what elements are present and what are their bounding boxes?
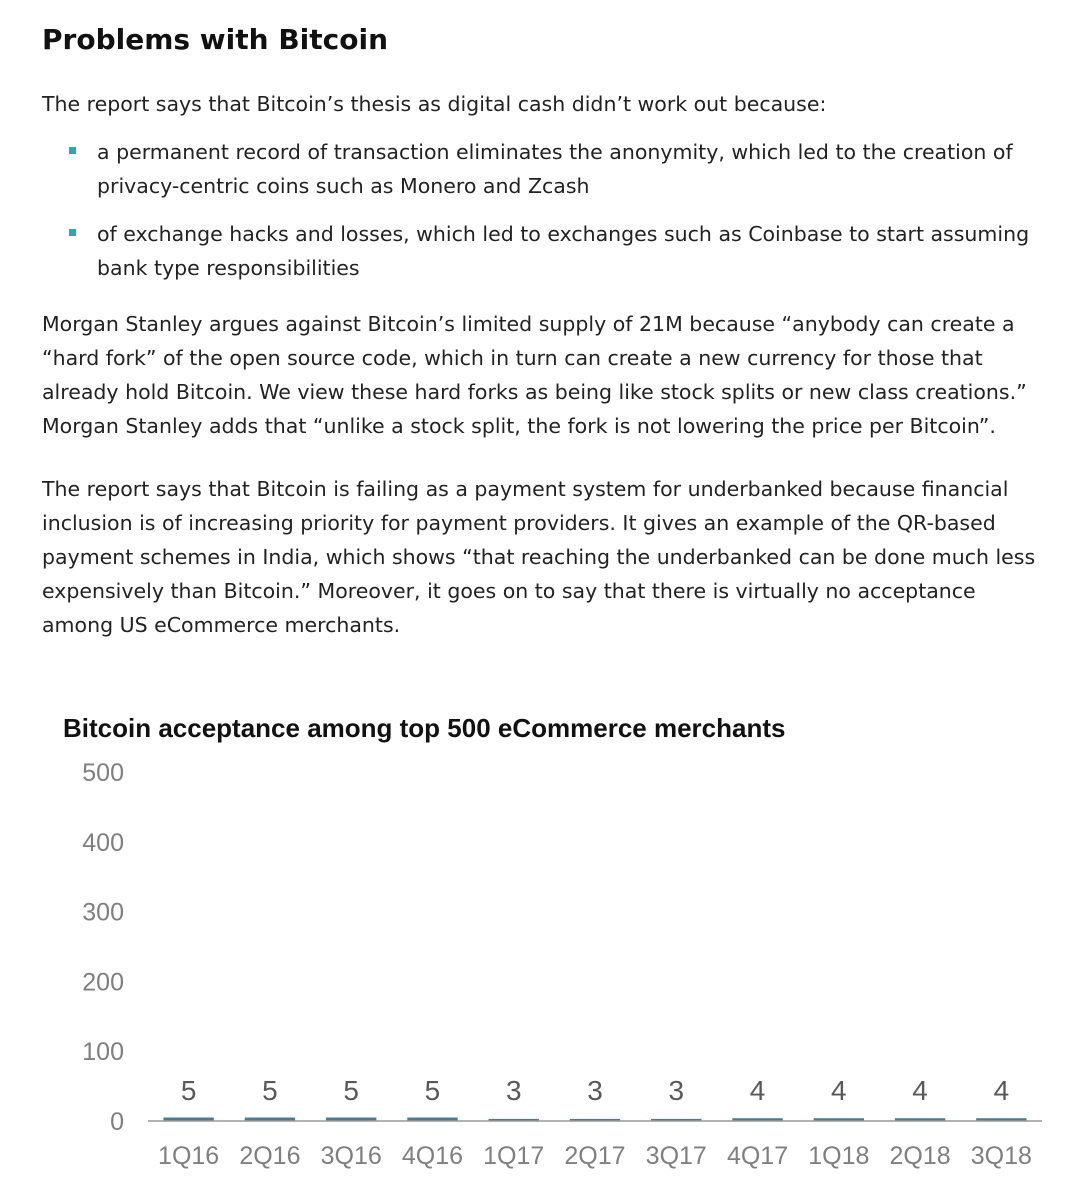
data-label: 4 [993,1075,1010,1106]
bullet-text: of exchange hacks and losses, which led to exchanges such as Coinbase to start assuming bank type responsibilities [97,222,1030,280]
report-paragraph: The report says that Bitcoin is failing as a payment system for underbanked because financial inclusion is of increasing priority for payment providers. It gives an example of the QR-based payment schemes in India, which shows “that reaching the underbanked can be done much less expensively than Bitcoin.” Moreover, it goes on to say that there is virtually no acceptance among US eCommerce merchants. [42,477,1036,637]
bar-chart-svg [0,700,1085,1200]
data-label: 5 [262,1075,278,1106]
intro-paragraph: The report says that Bitcoin’s thesis as digital cash didn’t work out because: [42,92,827,116]
square-bullet-icon [69,147,76,154]
y-tick-label: 400 [82,828,124,857]
article-heading: Problems with Bitcoin [42,23,389,56]
bullet-item [42,217,1052,285]
data-label: 4 [749,1075,766,1106]
data-label: 3 [505,1075,522,1106]
x-tick-label: 2Q17 [564,1142,626,1170]
x-tick-label: 1Q18 [808,1142,870,1170]
bullet-item [42,135,1052,203]
x-tick-label: 2Q16 [239,1142,301,1170]
data-label: 5 [343,1075,359,1106]
x-tick-label: 3Q16 [320,1142,382,1170]
x-tick-label: 4Q17 [726,1142,789,1170]
article [42,20,1052,642]
data-label: 4 [831,1075,847,1106]
y-tick-label: 500 [82,759,124,787]
x-tick-label: 2Q18 [889,1142,951,1170]
acceptance-chart [0,700,1085,1200]
y-tick-label: 200 [82,968,124,997]
data-label: 4 [912,1075,928,1106]
chart-title: Bitcoin acceptance among top 500 eCommerce merchants [63,713,786,743]
x-tick-label: 4Q16 [401,1142,464,1170]
y-tick-label: 0 [110,1108,124,1136]
x-tick-label: 1Q17 [483,1142,545,1170]
data-label: 5 [180,1075,197,1106]
bullet-list [42,135,1052,285]
x-tick-label: 1Q16 [158,1142,220,1170]
bullet-text: a permanent record of transaction eliminates the anonymity, which led to the creation of privacy-centric coins such as Monero and Zcash [97,140,1013,198]
data-label: 3 [587,1075,603,1106]
y-tick-label: 300 [82,898,124,927]
data-label: 3 [668,1075,685,1106]
y-tick-label: 100 [82,1038,124,1067]
square-bullet-icon [69,229,76,236]
morgan-stanley-paragraph: Morgan Stanley argues against Bitcoin’s limited supply of 21M because “anybody can create a “hard fork” of the open source code, which in turn can create a new currency for those that already hold Bitcoin. We view these hard forks as being like stock splits or new class creations.” Morgan Stanley adds that “unlike a stock split, the fork is not lowering the price per Bitcoin”. [42,312,1027,438]
x-tick-label: 3Q18 [970,1142,1032,1170]
x-tick-label: 3Q17 [645,1142,707,1170]
data-label: 5 [424,1075,441,1106]
